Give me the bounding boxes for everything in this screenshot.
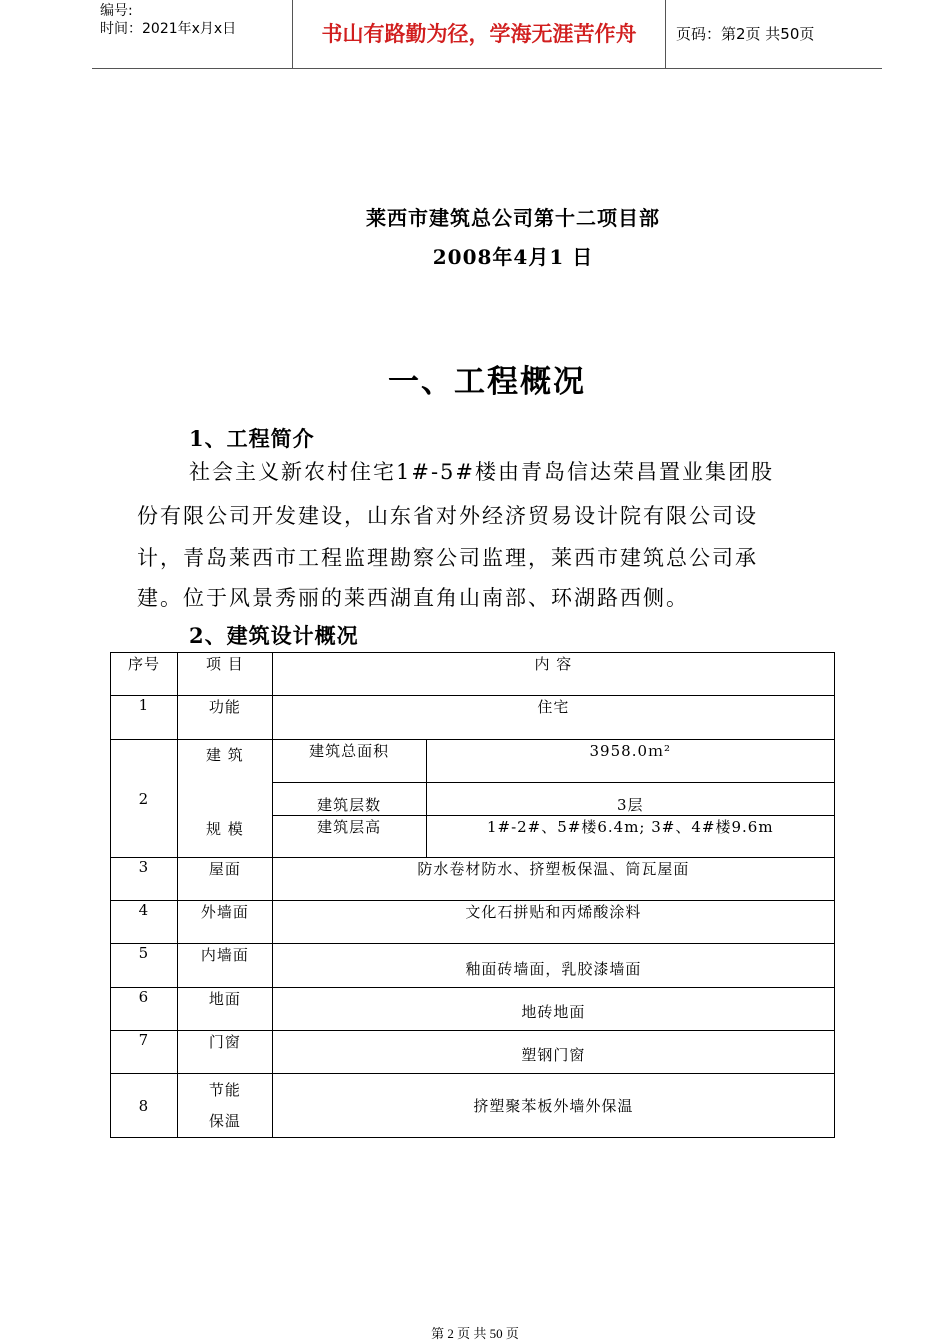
row-item: 外墙面 [177,901,272,944]
row-content: 挤塑聚苯板外墙外保温 [272,1074,834,1138]
row-item: 功能 [177,696,272,740]
table-row [111,1074,835,1138]
row-item [177,740,272,858]
row-content: 住宅 [272,696,834,740]
time-label: 时间：2021年x月x日 [100,21,237,37]
header-divider [92,68,882,69]
header-content: 内 容 [272,653,834,696]
row-item: 门窗 [177,1031,272,1074]
table-row [111,988,835,1031]
paragraph-line-2: 份有限公司开发建设，山东省对外经济贸易设计院有限公司设 [137,504,758,528]
row-item-top: 建 筑 [205,746,244,764]
header-motto: 书山有路勤为径，学海无涯苦作舟 [293,0,666,68]
code-label: 编号: [100,3,133,19]
table-row [111,1031,835,1074]
table-row [111,901,835,944]
paragraph-line-1: 社会主义新农村住宅1#-5#楼由青岛信达荣昌置业集团股 [189,460,775,484]
header-page: 页码：第2页 共50页 [676,25,815,43]
row-no: 5 [111,944,178,988]
row-content: 文化石拼贴和丙烯酸涂料 [272,901,834,944]
row-no: 8 [111,1074,178,1138]
row-item-bottom: 规 模 [205,820,244,838]
paragraph-line-3: 计，青岛莱西市工程监理勘察公司监理，莱西市建筑总公司承 [137,546,758,570]
row-item [177,1074,272,1138]
area-value: 3958.0ｍ² [426,740,834,783]
section-title: 一、工程概况 [388,364,586,400]
subsection-title-1: 1、工程简介 [189,426,315,451]
height-label: 建筑层高 [272,816,426,858]
header-item: 项 目 [177,653,272,696]
table-row [111,740,835,783]
floors-value: 3层 [426,783,834,816]
row-no: 3 [111,858,178,901]
row-no: 7 [111,1031,178,1074]
subsection-title-2: 2、建筑设计概况 [189,623,359,648]
floors-label: 建筑层数 [272,783,426,816]
header-meta [92,0,293,68]
paragraph-line-4: 建。位于风景秀丽的莱西湖直角山南部、环湖路西侧。 [137,586,689,610]
design-summary-table [110,652,835,1138]
row-content: 地砖地面 [272,988,834,1031]
area-label: 建筑总面积 [272,740,426,783]
row-no: 4 [111,901,178,944]
row-no: 1 [111,696,178,740]
row-content: 釉面砖墙面，乳胶漆墙面 [272,944,834,988]
row-content: 塑钢门窗 [272,1031,834,1074]
table-row [111,858,835,901]
row-item: 地面 [177,988,272,1031]
table-row [111,696,835,740]
table-header-row [111,653,835,696]
row-item: 屋面 [177,858,272,901]
table-row [111,944,835,988]
organization-name: 莱西市建筑总公司第十二项目部 [366,206,660,230]
height-value: 1#-2#、5#楼6.4m; 3#、4#楼9.6m [426,816,834,858]
row-item-bottom: 保温 [208,1111,241,1130]
row-no: 2 [111,740,178,858]
page-footer: 第 2 页 共 50 页 [431,1326,519,1341]
header-no: 序号 [111,653,178,696]
row-item: 内墙面 [177,944,272,988]
row-content: 防水卷材防水、挤塑板保温、筒瓦屋面 [272,858,834,901]
row-no: 6 [111,988,178,1031]
row-item-top: 节能 [208,1080,241,1099]
document-date: 2008年4月1 日 [432,245,594,269]
